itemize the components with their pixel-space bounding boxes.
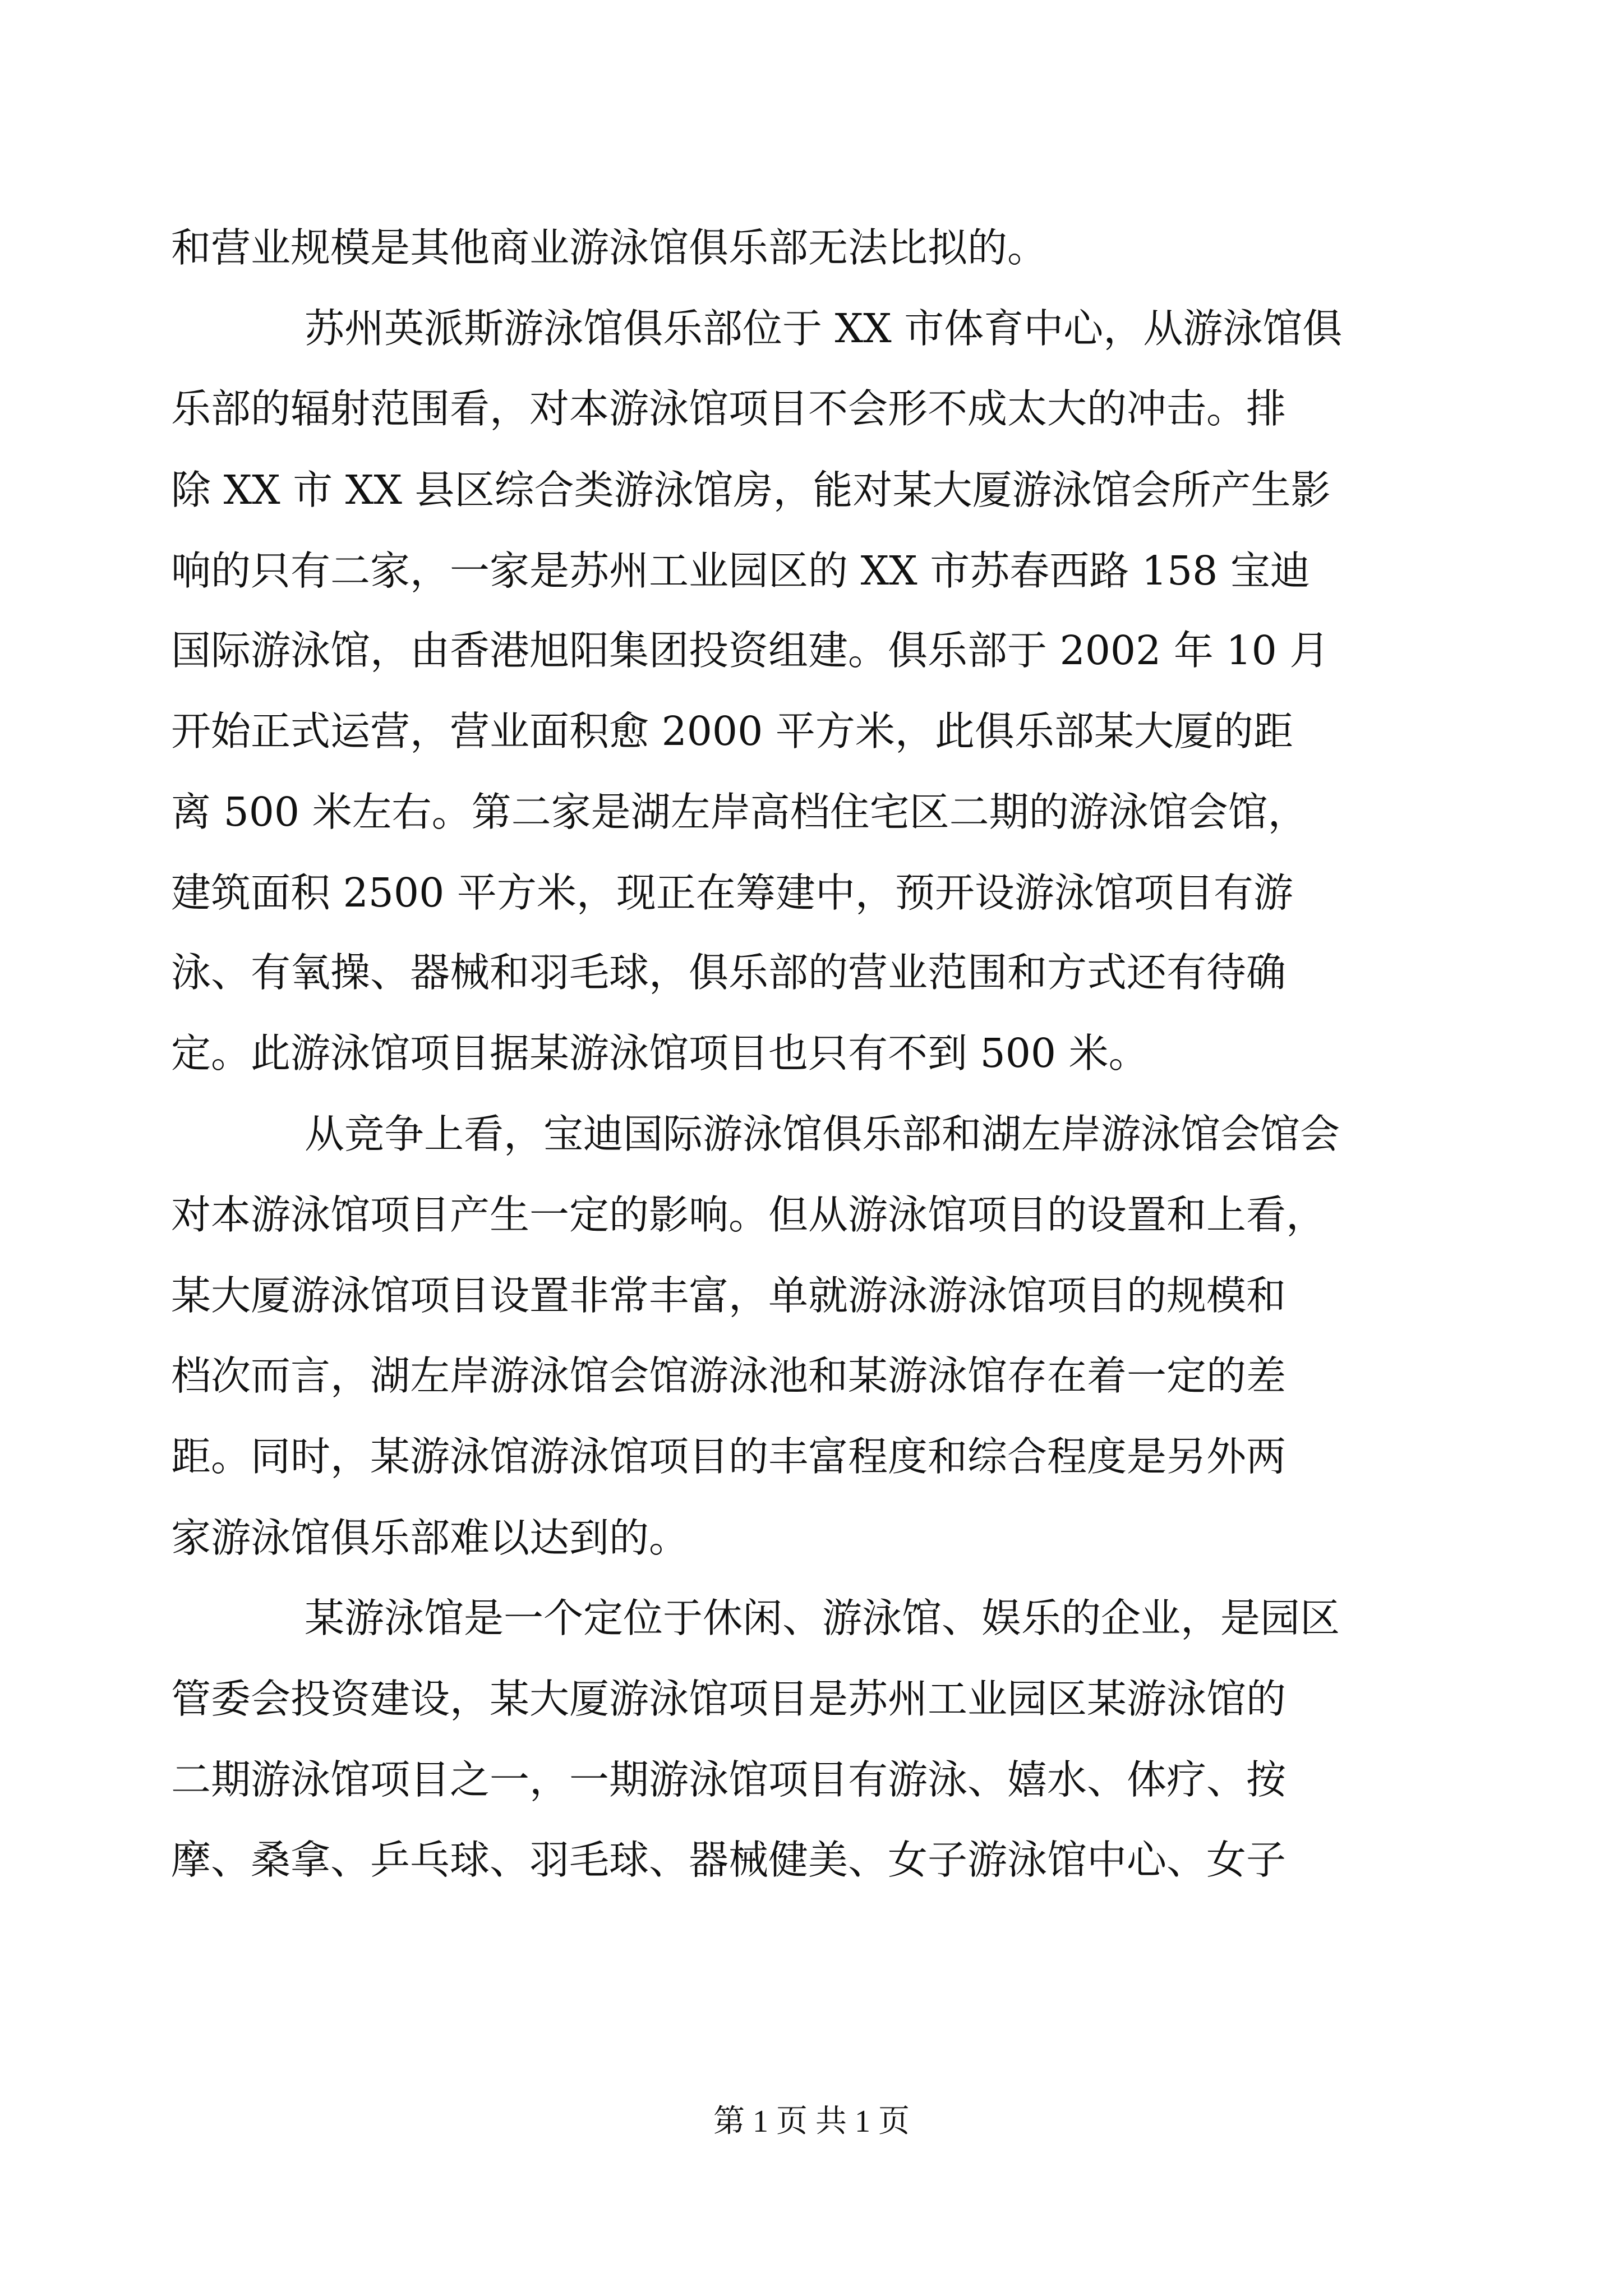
text-line-content: 建筑面积 2500 平方米，现正在筹建中，预开设游泳馆项目有游 xyxy=(171,869,1293,916)
text-line xyxy=(0,1516,1623,1561)
text-line xyxy=(0,1838,1623,1883)
text-line-content: 家游泳馆俱乐部难以达到的。 xyxy=(171,1515,689,1561)
text-line-content: 响的只有二家，一家是苏州工业园区的 XX 市苏春西路 158 宝迪 xyxy=(171,547,1310,594)
text-line-content: 某大厦游泳馆项目设置非常丰富，单就游泳游泳馆项目的规模和 xyxy=(171,1272,1287,1319)
text-line xyxy=(0,1273,1623,1318)
text-line-content: 泳、有氧操、器械和羽毛球，俱乐部的营业范围和方式还有待确 xyxy=(171,949,1287,996)
text-line xyxy=(0,306,1623,351)
text-line-content: 对本游泳馆项目产生一定的影响。但从游泳馆项目的设置和上看， xyxy=(171,1191,1326,1238)
text-line-content: 国际游泳馆，由香港旭阳集团投资组建。俱乐部于 2002 年 10 月 xyxy=(171,627,1330,674)
text-line xyxy=(0,1434,1623,1479)
text-line xyxy=(0,1596,1623,1641)
text-line-content: 档次而言，湖左岸游泳馆会馆游泳池和某游泳馆存在着一定的差 xyxy=(171,1352,1287,1399)
page-footer: 第 1 页 共 1 页 xyxy=(713,2104,910,2139)
text-line xyxy=(0,1677,1623,1722)
text-line xyxy=(0,871,1623,915)
text-line xyxy=(0,1193,1623,1237)
text-line xyxy=(0,549,1623,593)
text-line xyxy=(0,468,1623,513)
text-line-content: 二期游泳馆项目之一，一期游泳馆项目有游泳、嬉水、体疗、按 xyxy=(171,1756,1287,1803)
text-line-content: 乐部的辐射范围看，对本游泳馆项目不会形不成太大的冲击。排 xyxy=(171,385,1287,432)
text-line xyxy=(0,386,1623,431)
text-line-content: 管委会投资建设，某大厦游泳馆项目是苏州工业园区某游泳馆的 xyxy=(171,1676,1287,1722)
text-line xyxy=(0,226,1623,270)
text-line-content: 摩、桑拿、乒乓球、羽毛球、器械健美、女子游泳馆中心、女子 xyxy=(171,1837,1287,1883)
text-line xyxy=(0,790,1623,835)
text-line xyxy=(0,1031,1623,1076)
text-line-content: 定。此游泳馆项目据某游泳馆项目也只有不到 500 米。 xyxy=(171,1030,1149,1076)
text-line xyxy=(0,1112,1623,1157)
text-line-content: 离 500 米左右。第二家是湖左岸高档住宅区二期的游泳馆会馆， xyxy=(171,789,1308,835)
text-line xyxy=(0,1354,1623,1398)
text-line xyxy=(0,628,1623,673)
text-line-content: 某游泳馆是一个定位于休闲、游泳馆、娱乐的企业，是园区 xyxy=(305,1595,1340,1641)
text-line-content: 从竞争上看，宝迪国际游泳馆俱乐部和湖左岸游泳馆会馆会 xyxy=(305,1111,1340,1157)
text-line-content: 苏州英派斯游泳馆俱乐部位于 XX 市体育中心，从游泳馆俱 xyxy=(305,305,1343,352)
text-line-content: 和营业规模是其他商业游泳馆俱乐部无法比拟的。 xyxy=(171,224,1048,271)
text-line-content: 开始正式运营，营业面积愈 2000 平方米，此俱乐部某大厦的距 xyxy=(171,708,1293,754)
text-line-content: 距。同时，某游泳馆游泳馆项目的丰富程度和综合程度是另外两 xyxy=(171,1433,1287,1480)
text-line xyxy=(0,709,1623,754)
text-line xyxy=(0,950,1623,995)
text-line-content: 除 XX 市 XX 县区综合类游泳馆房，能对某大厦游泳馆会所产生影 xyxy=(171,467,1331,513)
text-line xyxy=(0,1757,1623,1802)
